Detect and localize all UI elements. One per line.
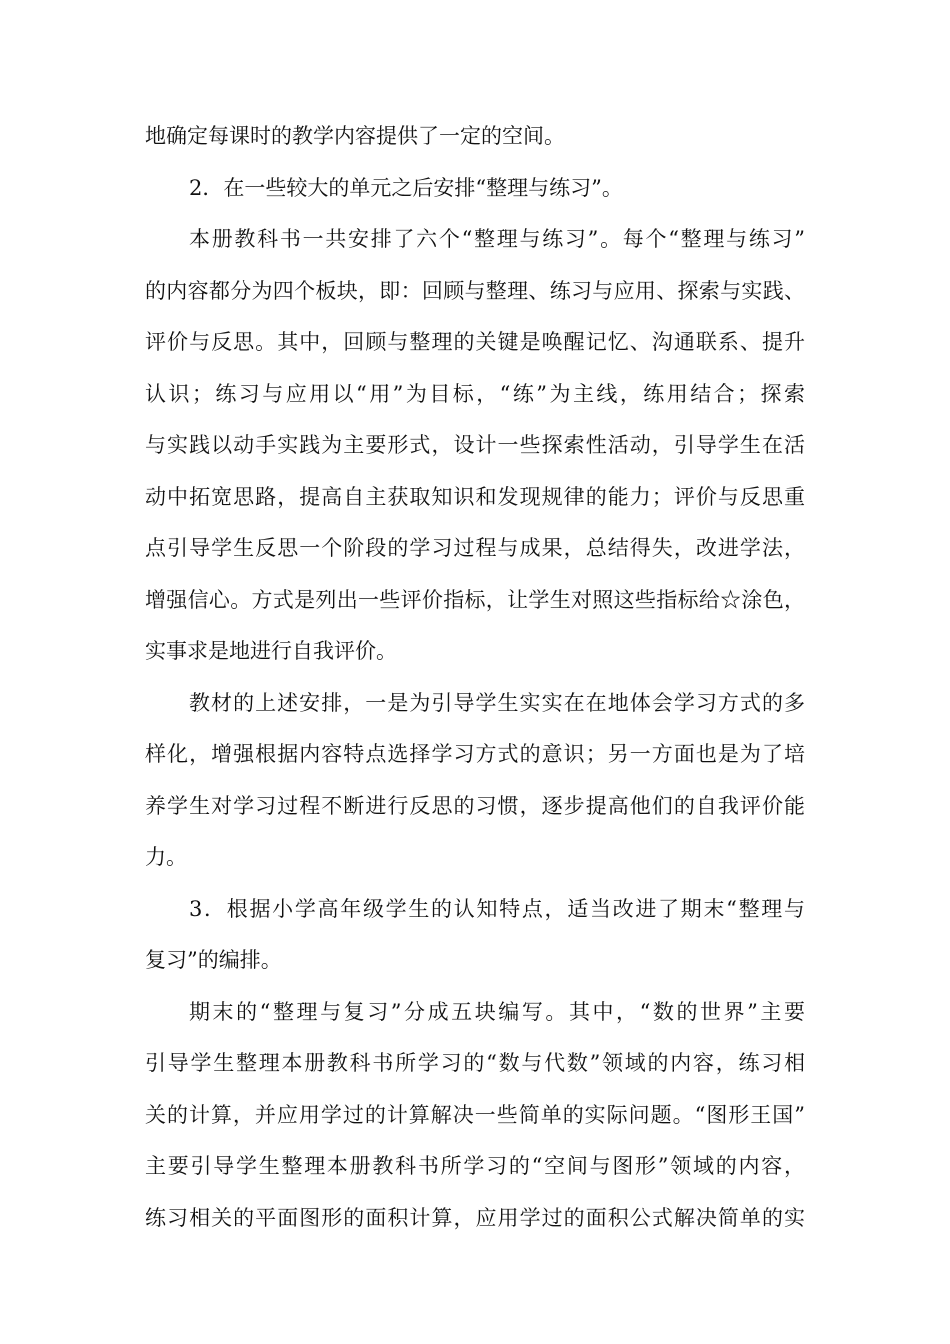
text-line: 主要引导学生整理本册教科书所学习的“空间与图形”领域的内容，	[145, 1154, 805, 1178]
text-line: 力。	[145, 845, 187, 869]
text-line: 与实践以动手实践为主要形式，设计一些探索性活动，引导学生在活	[145, 433, 805, 457]
text-line: 引导学生整理本册教科书所学习的“数与代数”领域的内容，练习相	[145, 1051, 805, 1075]
text-line: 认识；练习与应用以“用”为目标，“练”为主线，练用结合；探索	[145, 381, 805, 406]
text-line: 养学生对学习过程不断进行反思的习惯，逐步提高他们的自我评价能	[145, 793, 805, 818]
text-line: 本册教科书一共安排了六个“整理与练习”。每个“整理与练习”	[189, 227, 805, 251]
text-line: 实事求是地进行自我评价。	[145, 639, 397, 663]
text-line: 教材的上述安排，一是为引导学生实实在在地体会学习方式的多	[189, 690, 805, 715]
text-line: 关的计算，并应用学过的计算解决一些简单的实际问题。“图形王国”	[145, 1102, 805, 1127]
text-line: 的内容都分为四个板块，即：回顾与整理、练习与应用、探索与实践、	[145, 278, 805, 303]
text-line: 3．根据小学高年级学生的认知特点，适当改进了期末“整理与	[189, 896, 805, 921]
body-text	[145, 111, 805, 1244]
text-line: 点引导学生反思一个阶段的学习过程与成果，总结得失，改进学法，	[145, 536, 805, 560]
text-line: 评价与反思。其中，回顾与整理的关键是唤醒记忆、沟通联系、提升	[145, 330, 805, 354]
text-line: 期末的“整理与复习”分成五块编写。其中，“数的世界”主要	[189, 999, 805, 1024]
text-line: 练习相关的平面图形的面积计算，应用学过的面积公式解决简单的实	[145, 1205, 805, 1230]
text-line: 复习”的编排。	[145, 948, 282, 972]
text-line: 动中拓宽思路，提高自主获取知识和发现规律的能力；评价与反思重	[145, 484, 805, 509]
text-line: 地确定每课时的教学内容提供了一定的空间。	[145, 124, 565, 148]
text-line: 增强信心。方式是列出一些评价指标，让学生对照这些指标给☆涂色，	[145, 587, 805, 612]
text-line: 样化，增强根据内容特点选择学习方式的意识；另一方面也是为了培	[145, 742, 805, 766]
text-line: 2．在一些较大的单元之后安排“整理与练习”。	[189, 175, 623, 200]
